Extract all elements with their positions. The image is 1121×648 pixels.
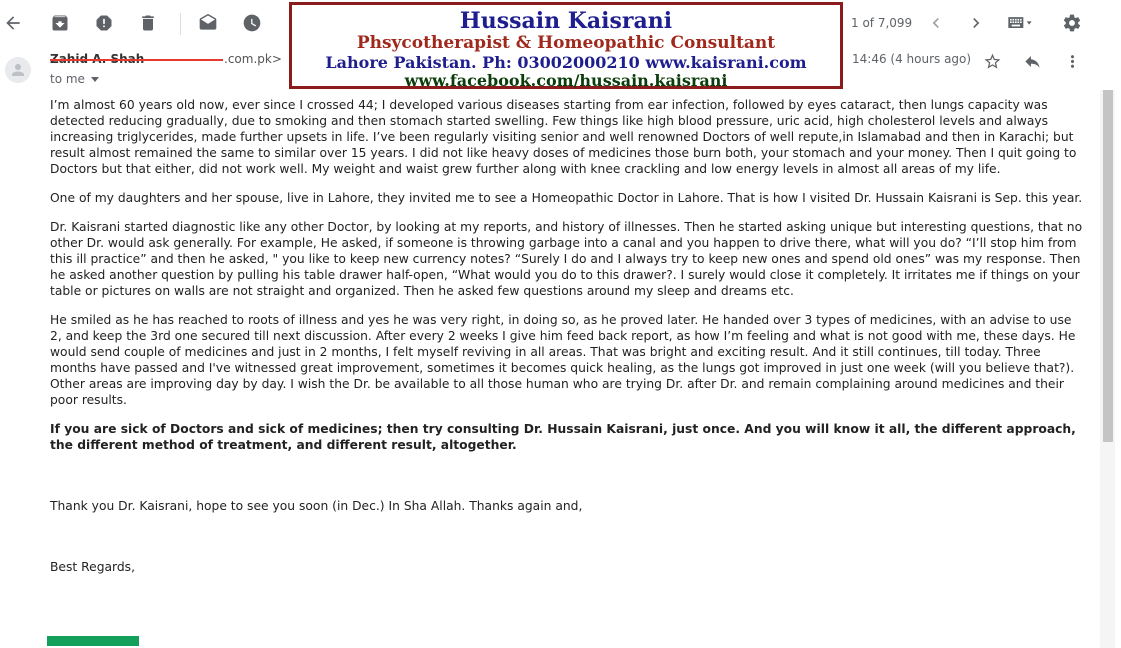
banner-contact: Lahore Pakistan. Ph: 03002000210 www.kaisrani.com — [325, 53, 807, 72]
scrollbar-thumb[interactable] — [1103, 90, 1113, 442]
sender-avatar[interactable] — [5, 57, 31, 83]
body-paragraph: I’m almost 60 years old now, ever since I crossed 44; I developed various diseases starting from ear infection, followed by eyes cataract, then lungs capacity was detected reducing gradually, due to smoking and then stomach started swelling. Few things like high blood pressure, uric acid, high cholesterol levels and always increasing triglycerides, made further upsets in life. I’ve been regularly visiting senior and well renowned Doctors of well repute,in Islamabad and then in Karachi; but result almost remained the same to similar over 15 years. I did not like heavy doses of medicines those burn both, your stomach and your money. Then I quit going to Doctors but that either, did not work well. My weight and waist grew further along with knee crackling and low energy levels in almost all areas of my life. — [50, 98, 1077, 176]
body-paragraph: One of my daughters and her spouse, live in Lahore, they invited me to see a Homeopathic Doctor in Lahore. That is how I visited Dr. Hussain Kaisrani is Sep. this year. — [50, 191, 1083, 205]
message-timestamp: 14:46 (4 hours ago) — [852, 52, 972, 66]
newer-chevron-icon[interactable] — [923, 10, 949, 36]
message-body — [50, 97, 1086, 588]
star-icon[interactable] — [980, 50, 1004, 72]
closing-regards: Best Regards, — [50, 560, 135, 574]
reply-icon[interactable] — [1020, 50, 1044, 72]
mark-unread-icon[interactable] — [195, 10, 221, 36]
delete-icon[interactable] — [135, 10, 161, 36]
banner-name: Hussain Kaisrani — [459, 8, 673, 34]
older-chevron-icon[interactable] — [963, 10, 989, 36]
snooze-icon[interactable] — [239, 10, 265, 36]
sender-email: .com.pk> — [224, 52, 282, 66]
closing-thanks: Thank you Dr. Kaisrani, hope to see you soon (in Dec.) In Sha Allah. Thanks again and, — [50, 499, 583, 513]
banner-title: Phsycotherapist & Homeopathic Consultant — [356, 33, 776, 53]
body-paragraph-bold: If you are sick of Doctors and sick of medicines; then try consulting Dr. Hussain Kaisrani, just once. And you will know it all, the different approach, the different method of treatment, and different result, altogether. — [50, 422, 1076, 452]
back-arrow-icon[interactable] — [0, 10, 26, 36]
report-spam-icon[interactable] — [91, 10, 117, 36]
signature-redaction — [47, 636, 139, 646]
recipient-details-toggle[interactable] — [50, 72, 99, 86]
settings-gear-icon[interactable] — [1059, 10, 1085, 36]
recipient-label: to me — [50, 72, 85, 86]
body-paragraph: He smiled as he has reached to roots of illness and yes he was very right, in doing so, as he proved later. He handed over 3 types of medicines, with an advise to use 2, and keep the 3rd one secured till next discussion. After every 2 weeks I give him feed back report, as how I’m feeling and what is not good with me, these days. He would send couple of medicines and just in 2 months, I felt myself reviving in all areas. That was bright and exciting result. And it still continues, till today. Three months have passed and I've witnessed great improvement, sometimes it becomes quick healing, as the lungs got improved in just one week (will you believe that?). Other areas are improving day by day. I wish the Dr. be available to all those human who are trying Dr. after Dr. and remain complaining around medicines and their poor results. — [50, 313, 1076, 407]
watermark-banner — [289, 2, 843, 89]
toolbar-divider — [180, 13, 181, 35]
banner-facebook: www.facebook.com/hussain.kaisrani — [404, 71, 728, 90]
redaction-mark — [50, 59, 223, 61]
chevron-down-icon — [91, 77, 99, 82]
archive-icon[interactable] — [47, 10, 73, 36]
body-paragraph: Dr. Kaisrani started diagnostic like any other Doctor, by looking at my reports, and history of illnesses. Then he started asking unique but interesting questions, that no other Dr. would ask generally. For example, He asked, if someone is throwing garbage into a canal and you happen to drive there, what will you do? “I’ll stop him from this ill practice” and then he asked, " you like to keep new currency notes? “Surely I do and I always try to keep new ones and spend old ones” was my response. Then he asked another question by pulling his table drawer half-open, “What would you do to this drawer?. I surely would close it completely. It irritates me if things on your table or pictures on walls are not straight and organized. Then he asked few questions around my sleep and dreams etc. — [50, 220, 1083, 298]
more-options-icon[interactable] — [1060, 50, 1084, 72]
keyboard-icon[interactable] — [1002, 10, 1038, 36]
message-counter: 1 of 7,099 — [851, 16, 913, 30]
